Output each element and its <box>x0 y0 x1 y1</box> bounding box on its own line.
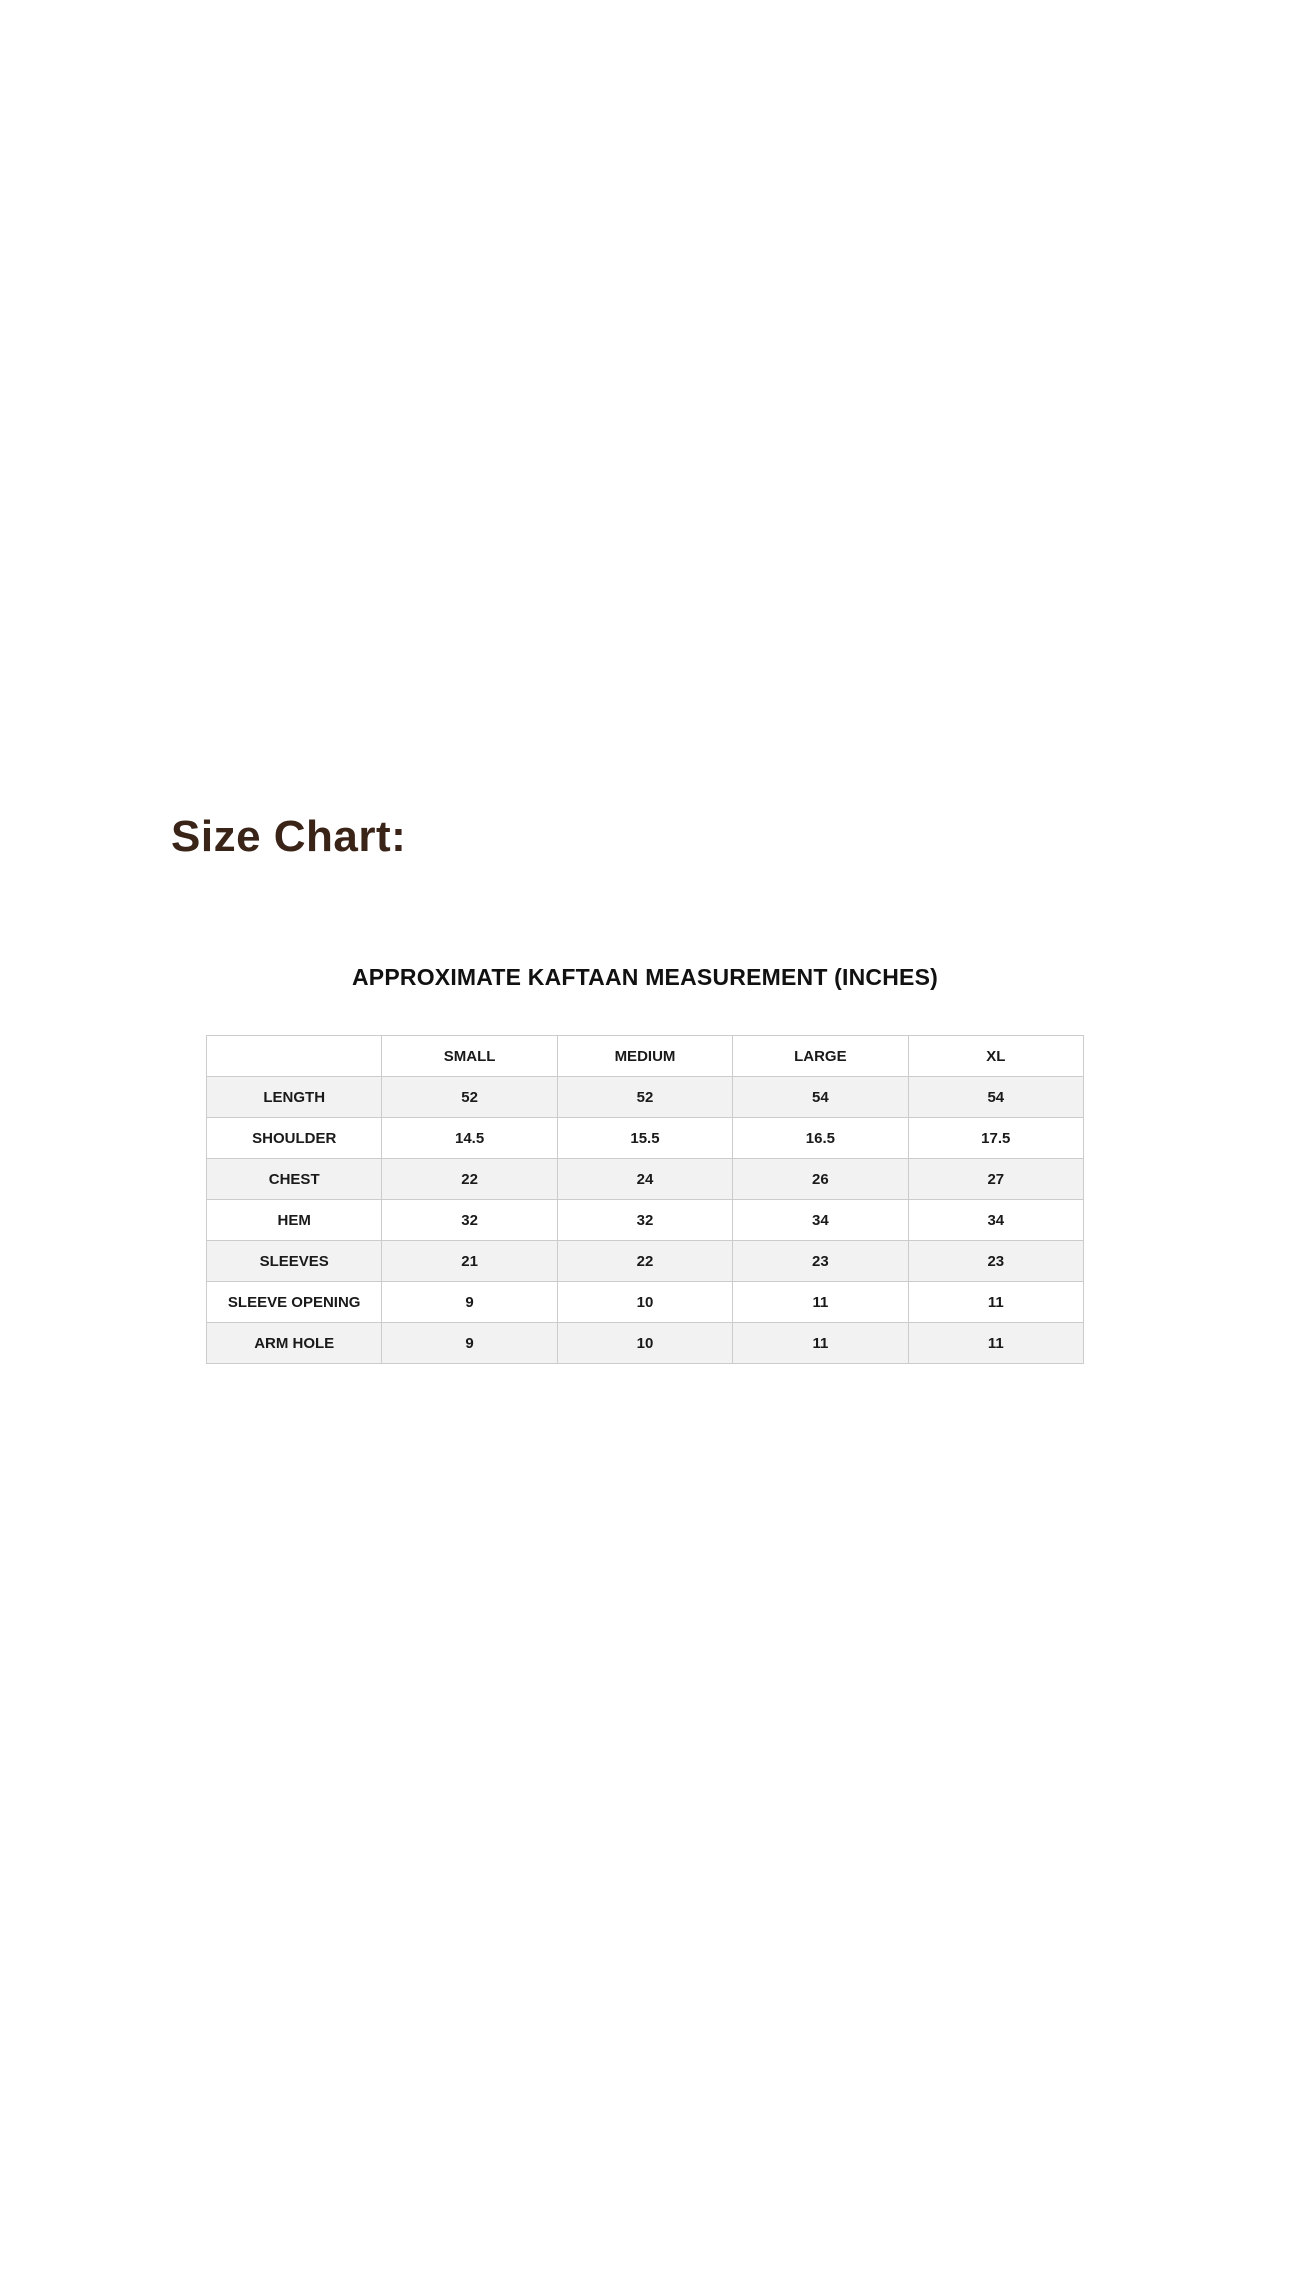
row-label: ARM HOLE <box>207 1323 382 1364</box>
row-label: HEM <box>207 1200 382 1241</box>
table-row-sleeve-opening <box>207 1282 1084 1323</box>
table-row-length <box>207 1077 1084 1118</box>
table-row-sleeves <box>207 1241 1084 1282</box>
table-row-arm-hole <box>207 1323 1084 1364</box>
size-cell: 10 <box>557 1323 732 1364</box>
size-chart-table-title: APPROXIMATE KAFTAAN MEASUREMENT (INCHES) <box>352 964 938 990</box>
size-cell: 9 <box>382 1323 557 1364</box>
size-cell: 22 <box>382 1159 557 1200</box>
size-cell: 22 <box>557 1241 732 1282</box>
size-cell: 54 <box>733 1077 908 1118</box>
size-cell: 26 <box>733 1159 908 1200</box>
size-cell: 32 <box>557 1200 732 1241</box>
table-row-chest <box>207 1159 1084 1200</box>
column-header-blank <box>207 1036 382 1077</box>
size-cell: 23 <box>733 1241 908 1282</box>
column-header-medium: MEDIUM <box>557 1036 732 1077</box>
size-chart-table <box>206 1035 1084 1364</box>
size-cell: 52 <box>557 1077 732 1118</box>
size-cell: 10 <box>557 1282 732 1323</box>
size-cell: 34 <box>733 1200 908 1241</box>
size-chart-section <box>0 964 1290 1364</box>
size-cell: 15.5 <box>557 1118 732 1159</box>
size-cell: 9 <box>382 1282 557 1323</box>
size-cell: 21 <box>382 1241 557 1282</box>
size-cell: 11 <box>908 1282 1083 1323</box>
size-cell: 54 <box>908 1077 1083 1118</box>
column-header-large: LARGE <box>733 1036 908 1077</box>
size-cell: 11 <box>733 1282 908 1323</box>
size-chart-table-body <box>207 1077 1084 1364</box>
column-header-small: SMALL <box>382 1036 557 1077</box>
size-cell: 23 <box>908 1241 1083 1282</box>
size-cell: 11 <box>908 1323 1083 1364</box>
size-cell: 32 <box>382 1200 557 1241</box>
size-cell: 16.5 <box>733 1118 908 1159</box>
size-cell: 17.5 <box>908 1118 1083 1159</box>
size-cell: 52 <box>382 1077 557 1118</box>
table-row-hem <box>207 1200 1084 1241</box>
row-label: SLEEVE OPENING <box>207 1282 382 1323</box>
size-chart-table-head <box>207 1036 1084 1077</box>
row-label: SLEEVES <box>207 1241 382 1282</box>
size-cell: 14.5 <box>382 1118 557 1159</box>
row-label: CHEST <box>207 1159 382 1200</box>
size-cell: 27 <box>908 1159 1083 1200</box>
table-row-shoulder <box>207 1118 1084 1159</box>
page-title: Size Chart: <box>171 812 407 861</box>
size-cell: 11 <box>733 1323 908 1364</box>
row-label: SHOULDER <box>207 1118 382 1159</box>
table-header-row <box>207 1036 1084 1077</box>
size-cell: 34 <box>908 1200 1083 1241</box>
size-cell: 24 <box>557 1159 732 1200</box>
column-header-xl: XL <box>908 1036 1083 1077</box>
row-label: LENGTH <box>207 1077 382 1118</box>
